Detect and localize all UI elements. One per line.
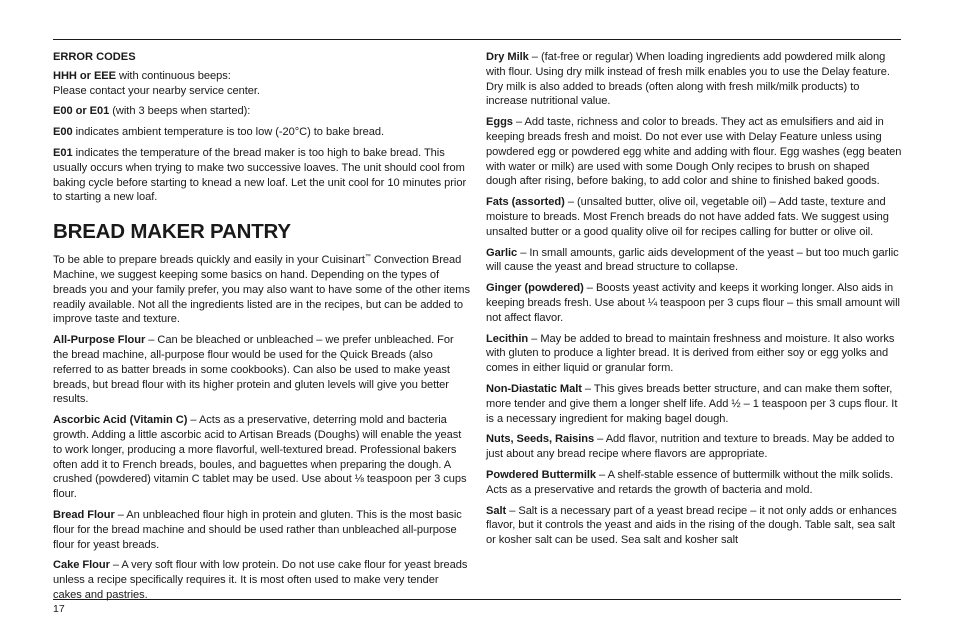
bottom-rule	[53, 599, 901, 600]
pantry-item	[53, 333, 470, 407]
error-e00-desc: indicates ambient temperature is too low (-20°C) to bake bread.	[72, 126, 384, 139]
error-e00	[53, 125, 470, 140]
error-e00-e01-term: E00 or E01	[53, 105, 110, 118]
pantry-intro	[53, 250, 470, 327]
pantry-item	[486, 468, 902, 498]
pantry-item-desc: – (unsalted butter, olive oil, vegetable oil) – Add taste, texture and moisture to breads. Most French breads do not have added fats. We suggest using unsalted butter or a good quality olive oil for recipes calling for butter or olive oil.	[486, 196, 889, 238]
pantry-item-desc: – Salt is a necessary part of a yeast bread recipe – it not only adds or enhances flavor, but it controls the yeast and aids in the rising of the dough. Table salt, sea salt or kosher salt can be used. Sea salt and kosher salt	[486, 504, 897, 547]
error-codes-heading: ERROR CODES	[53, 51, 136, 63]
pantry-item-term: Nuts, Seeds, Raisins	[486, 433, 595, 446]
right-column	[486, 50, 902, 554]
pantry-item-term: Cake Flour	[53, 559, 110, 572]
error-hhh-term: HHH or EEE	[53, 69, 116, 82]
pantry-item	[486, 115, 902, 189]
pantry-item	[53, 558, 470, 602]
pantry-item-term: Dry Milk	[486, 51, 529, 63]
pantry-item	[53, 413, 470, 502]
page-number: 17	[53, 603, 65, 615]
pantry-item-term: Bread Flour	[53, 508, 115, 521]
pantry-item	[486, 50, 902, 109]
error-e01-term: E01	[53, 146, 73, 159]
error-e00-e01	[53, 104, 470, 119]
pantry-item-desc: – Boosts yeast activity and keeps it working longer. Also aids in keeping breads fresh. Use about ¼ teaspoon per 3 cups flour – this small amount will not affect flavor.	[486, 282, 900, 324]
pantry-heading: BREAD MAKER PANTRY	[53, 220, 291, 244]
left-column	[53, 50, 470, 609]
pantry-item-term: Garlic	[486, 246, 518, 259]
pantry-item-term: Non-Diastatic Malt	[486, 382, 582, 395]
pantry-item	[486, 382, 902, 426]
pantry-item-term: Ginger (powdered)	[486, 282, 584, 295]
pantry-item-desc: – Add taste, richness and color to breads. They act as emulsifiers and aid in keeping breads fresh and moist. Do not ever use with Delay Feature unless using powdered egg or powdered egg white and adding with flour. Egg washes (egg beaten with water or milk) are used with some Dough Only recipes to brush on shaped dough after rising, before baking, to add color and shine to finished baked goods.	[486, 116, 902, 188]
pantry-item-term: Ascorbic Acid (Vitamin C)	[53, 414, 188, 427]
pantry-item-desc: – A very soft flour with low protein. Do not use cake flour for yeast breads unless a recipe specifically requires it. It is most often used to make very tender cakes and pastries.	[53, 559, 468, 601]
error-hhh-contact: Please contact your nearby service center.	[53, 84, 260, 97]
error-hhh-desc: with continuous beeps:	[116, 69, 231, 82]
error-e00-term: E00	[53, 126, 73, 139]
pantry-item-desc: – Acts as a preservative, deterring mold and bacteria growth. Adding a little ascorbic acid to Artisan Breads (Doughs) will enable the yeast to work longer, producing a more flavorful, well-textured bread. Professional bakers often add it to French breads, boules, and baguettes when preparing the dough. A crushed (powdered) vitamin C tablet may be used. Use about ⅛ teaspoon per 3 cups flour.	[53, 414, 467, 501]
pantry-item-desc: – May be added to bread to maintain freshness and moisture. It also works with gluten to produce a lighter bread. It is derived from either soy or egg yolks and comes in either liquid or granular form.	[486, 332, 895, 375]
pantry-item-term: Eggs	[486, 116, 513, 129]
pantry-item-desc: – Add flavor, nutrition and texture to breads. May be added to just about any bread recipe where flavors are appropriate.	[486, 433, 895, 461]
pantry-item	[486, 246, 902, 276]
pantry-item-desc: – An unbleached flour high in protein and gluten. This is the most basic flour for the bread machine and should be used rather than unbleached all-purpose flour for yeast breads.	[53, 508, 462, 551]
pantry-intro-b: Convection Bread Machine, we suggest keeping some basics on hand. Depending on the types of breads you and your family prefer, you may also want to have some of the other items readily available. Not all the ingredients listed are in the recipes, but can be added to improve taste and texture.	[53, 254, 470, 326]
pantry-item	[486, 504, 902, 548]
pantry-item	[53, 508, 470, 552]
pantry-item-desc: – In small amounts, garlic aids development of the yeast – but too much garlic will cause the yeast and bread structure to collapse.	[486, 246, 899, 274]
pantry-item-desc: – Can be bleached or unbleached – we prefer unbleached. For the bread machine, all-purpose flour would be used for the Quick Breads (also referred to as batter breads in some cookbooks). Can also be used to make yeast breads, but bread flour with its higher protein and gluten levels will give you better results.	[53, 334, 454, 406]
pantry-item-desc: – A shelf-stable essence of buttermilk without the milk solids. Acts as a preservative and retards the growth of bacteria and mold.	[486, 468, 894, 496]
pantry-item	[486, 281, 902, 325]
error-e01-desc: indicates the temperature of the bread maker is too high to bake bread. This usually occurs when trying to make two successive loaves. The unit should cool from baking cycle before starting to knead a new loaf. Let the unit cool for 10 minutes prior to starting a new loaf.	[53, 146, 467, 204]
pantry-item-term: All-Purpose Flour	[53, 334, 146, 347]
pantry-item-term: Lecithin	[486, 332, 529, 345]
pantry-intro-a: To be able to prepare breads quickly and easily in your Cuisinart	[53, 254, 365, 267]
pantry-item-term: Powdered Buttermilk	[486, 468, 597, 481]
pantry-item-term: Fats (assorted)	[486, 196, 565, 209]
pantry-item-desc: – This gives breads better structure, and can make them softer, more tender and give them a longer shelf life. Add ½ – 1 teaspoon per 3 cups flour. It is a necessary ingredient for making bagel dough.	[486, 382, 898, 425]
trademark-symbol: ™	[364, 254, 371, 261]
pantry-item	[486, 195, 902, 239]
top-rule	[53, 39, 901, 40]
pantry-item-desc: – (fat-free or regular) When loading ingredients add powdered milk along with flour. Using dry milk instead of fresh milk enables you to use the Delay feature. Dry milk is also added to breads (often along with fresh milk/milk products) to increase nutritional value.	[486, 51, 890, 108]
pantry-item	[486, 432, 902, 462]
error-e00-e01-desc: (with 3 beeps when started):	[109, 105, 251, 118]
pantry-item	[486, 332, 902, 376]
error-e01	[53, 146, 470, 205]
pantry-item-term: Salt	[486, 504, 507, 517]
error-hhh	[53, 69, 470, 84]
